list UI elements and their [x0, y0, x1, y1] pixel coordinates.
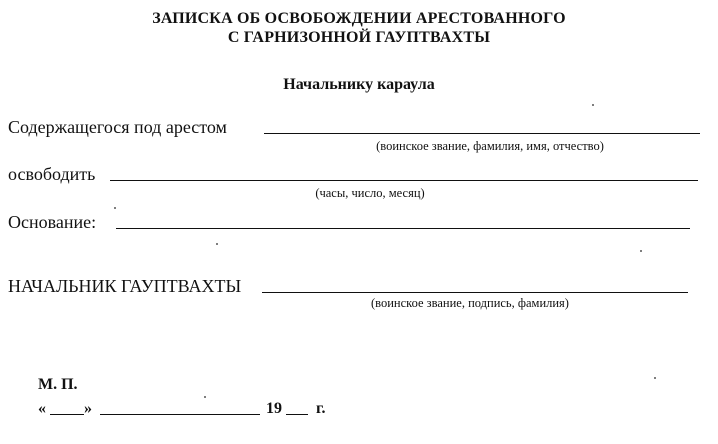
- release-label: освободить: [8, 164, 96, 184]
- scan-speck: [216, 243, 218, 245]
- day-field[interactable]: [50, 414, 84, 415]
- close-quote: »: [84, 400, 92, 417]
- year-suffix: г.: [316, 400, 326, 417]
- detained-field[interactable]: [264, 133, 700, 134]
- detained-label: Содержащегося под арестом: [8, 117, 227, 137]
- detained-hint: (воинское звание, фамилия, имя, отчество): [376, 139, 604, 153]
- scan-speck: [640, 250, 642, 252]
- scan-speck: [204, 396, 206, 398]
- year-field[interactable]: [286, 414, 308, 415]
- scan-speck: [592, 104, 594, 106]
- basis-field[interactable]: [116, 228, 690, 229]
- scan-speck: [114, 207, 116, 209]
- year-prefix: 19: [266, 400, 282, 417]
- chief-label: НАЧАЛЬНИК ГАУПТВАХТЫ: [8, 276, 242, 296]
- scan-speck: [654, 377, 656, 379]
- release-hint: (часы, число, месяц): [315, 186, 425, 200]
- document-title-line-2: С ГАРНИЗОННОЙ ГАУПТВАХТЫ: [227, 29, 491, 46]
- chief-hint: (воинское звание, подпись, фамилия): [371, 296, 569, 310]
- stamp-place: М. П.: [38, 376, 78, 393]
- chief-field[interactable]: [262, 292, 688, 293]
- open-quote: «: [38, 400, 46, 417]
- date-row: [38, 400, 358, 422]
- release-field[interactable]: [110, 180, 698, 181]
- month-field[interactable]: [100, 414, 260, 415]
- document-title-line-1: ЗАПИСКА ОБ ОСВОБОЖДЕНИИ АРЕСТОВАННОГО: [152, 10, 566, 27]
- addressee: Начальнику караула: [283, 76, 435, 93]
- basis-label: Основание:: [8, 212, 97, 232]
